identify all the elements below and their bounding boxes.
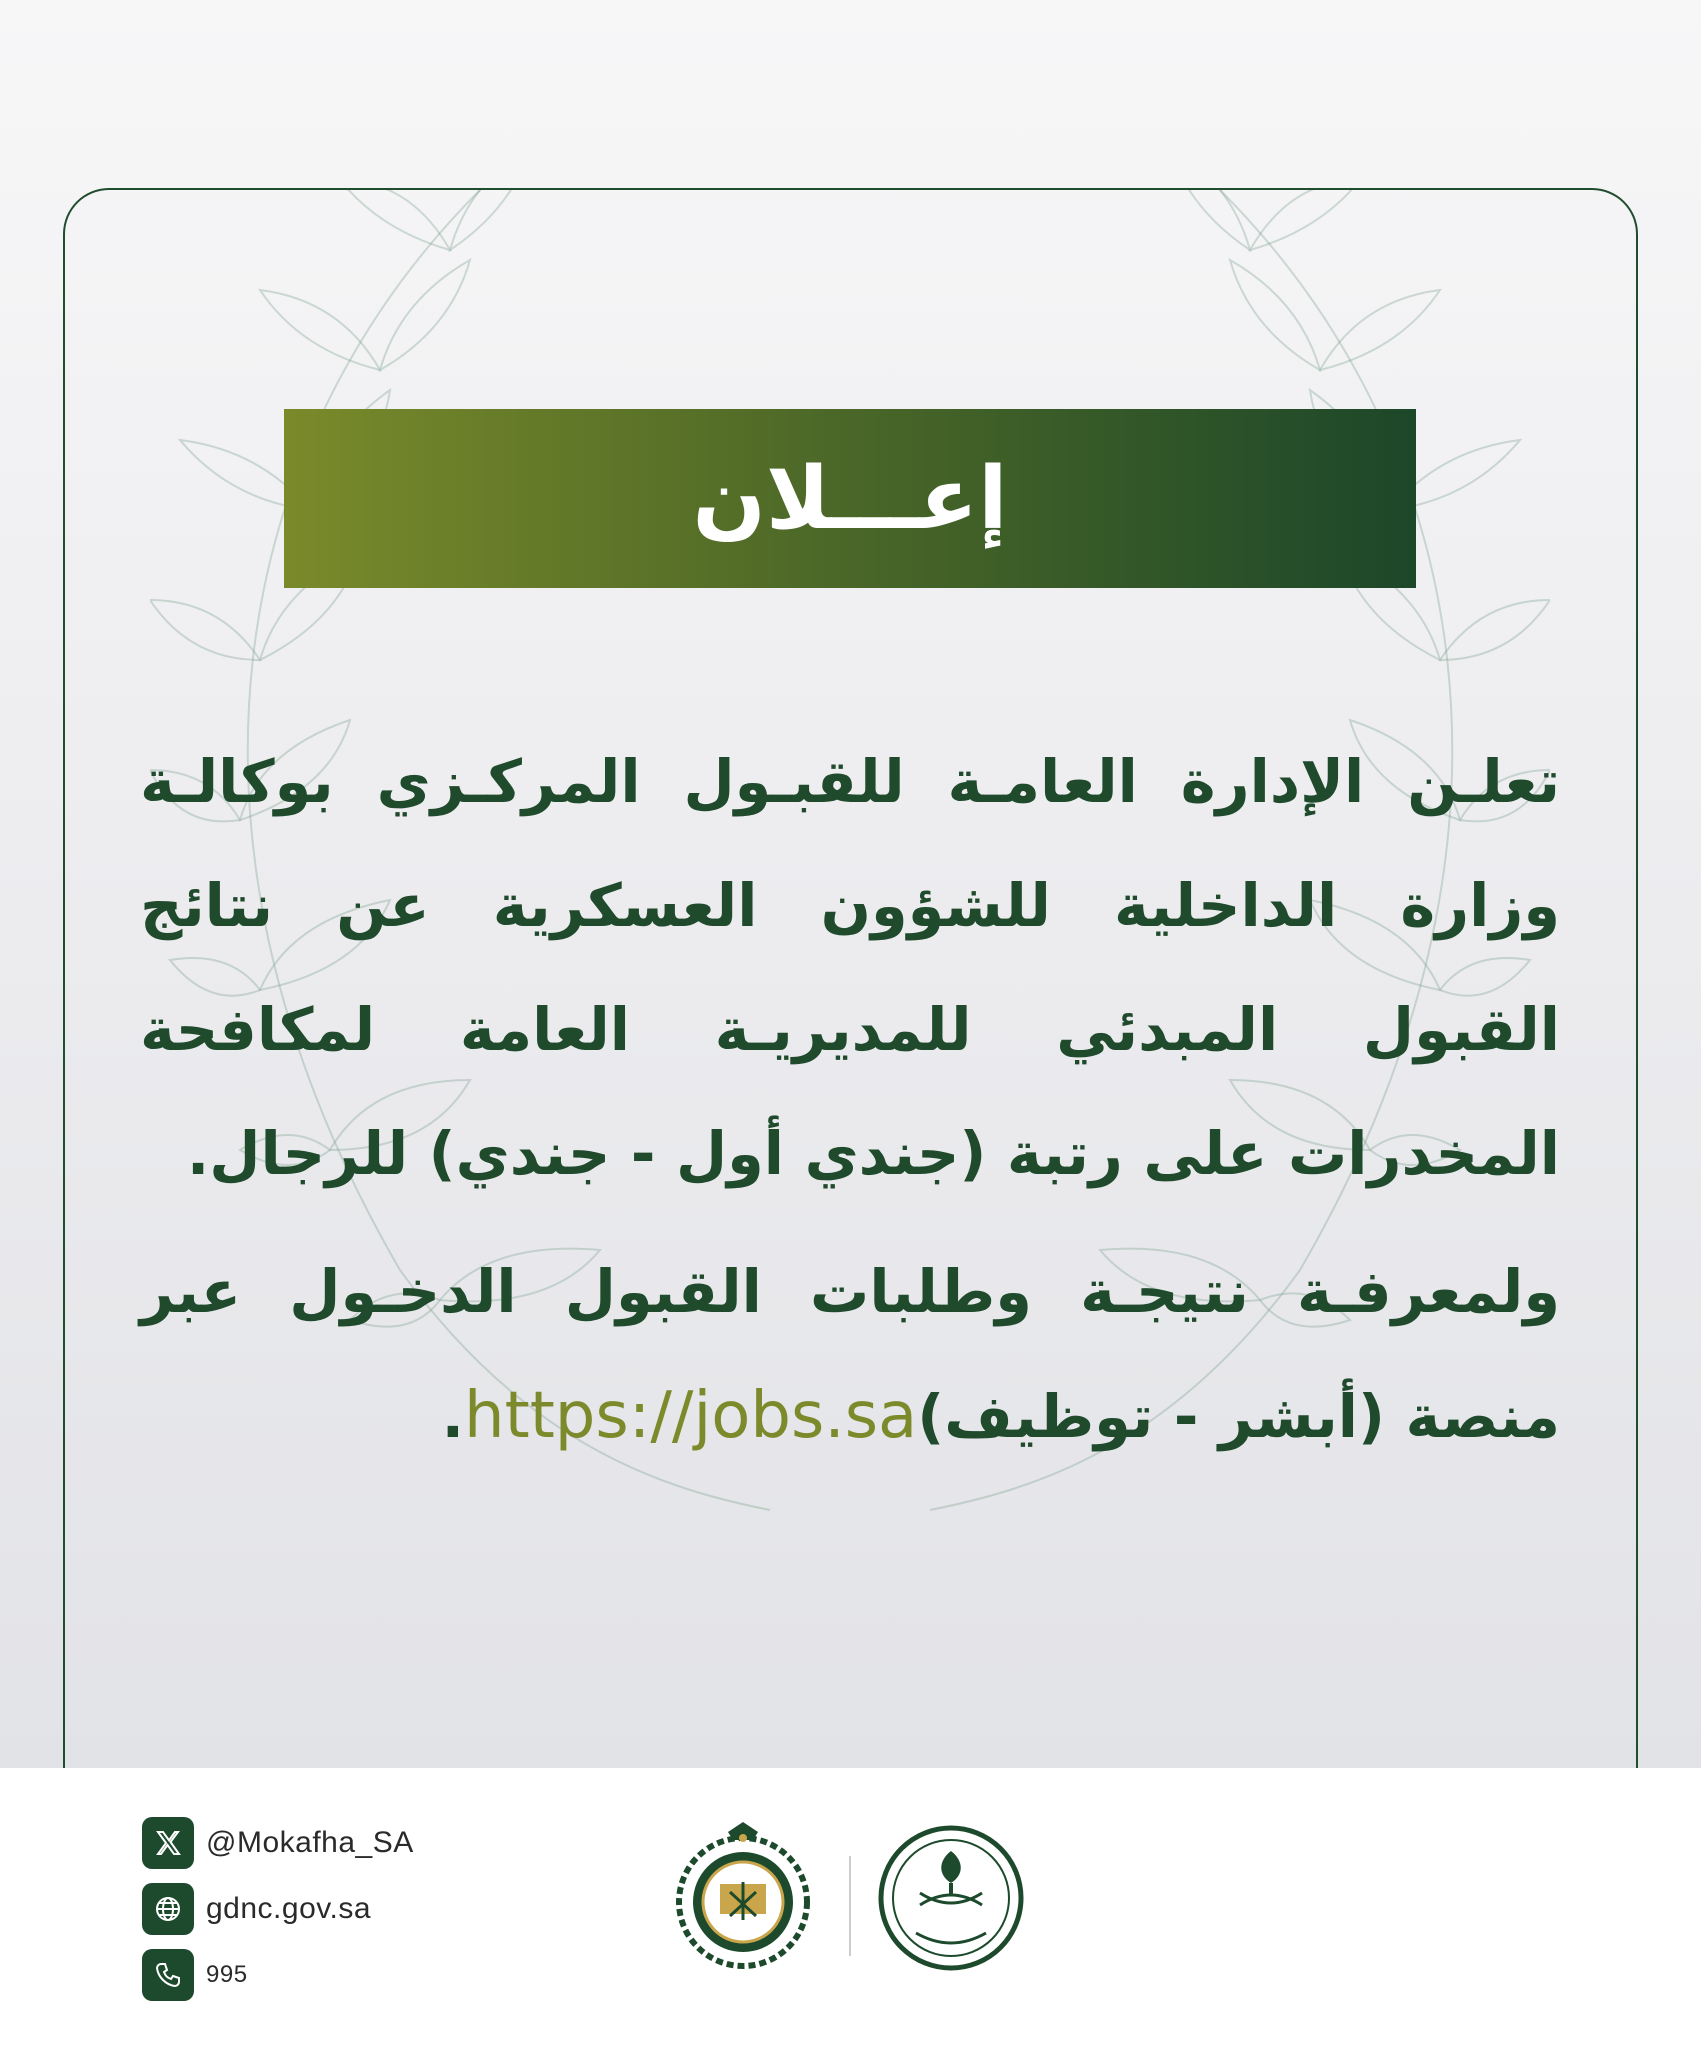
website-url: gdnc.gov.sa	[206, 1892, 372, 1925]
announcement-paragraph-2	[140, 1230, 1560, 1479]
contact-list	[142, 1818, 414, 2016]
footer	[0, 1768, 1701, 2048]
phone-number: 995	[206, 1961, 248, 1988]
announcement-paragraph-1: تعلـن الإدارة العامـة للقبـول المركـزي بوكالـة وزارة الداخلية للشؤون العسكرية عن نتائج القبول المبدئي للمديريـة العامة لمكافحة المخدرات على رتبة (جندي أول - جندي) للرجال.	[140, 747, 1560, 1188]
announcement-banner	[284, 409, 1416, 588]
phone-icon	[142, 1949, 194, 2001]
x-icon	[142, 1817, 194, 1869]
x-handle: @Mokafha_SA	[206, 1826, 414, 1859]
contact-phone[interactable]	[142, 1950, 414, 2000]
paragraph-2-end: .	[441, 1382, 465, 1451]
announcement-body	[140, 720, 1560, 1479]
gdnc-emblem-logo	[668, 1820, 818, 1970]
announcement-title: إعـــلان	[692, 448, 1008, 549]
globe-icon	[142, 1883, 194, 1935]
logo-divider	[849, 1856, 851, 1956]
contact-website[interactable]	[142, 1884, 414, 1934]
jobs-link[interactable]: https://jobs.sa	[464, 1379, 918, 1453]
ministry-interior-logo	[876, 1823, 1026, 1973]
paragraph-2-text: ولمعرفـة نتيجـة وطلبات القبول الدخـول عبر منصة (أبشر - توظيف)	[140, 1257, 1560, 1451]
contact-x[interactable]	[142, 1818, 414, 1868]
